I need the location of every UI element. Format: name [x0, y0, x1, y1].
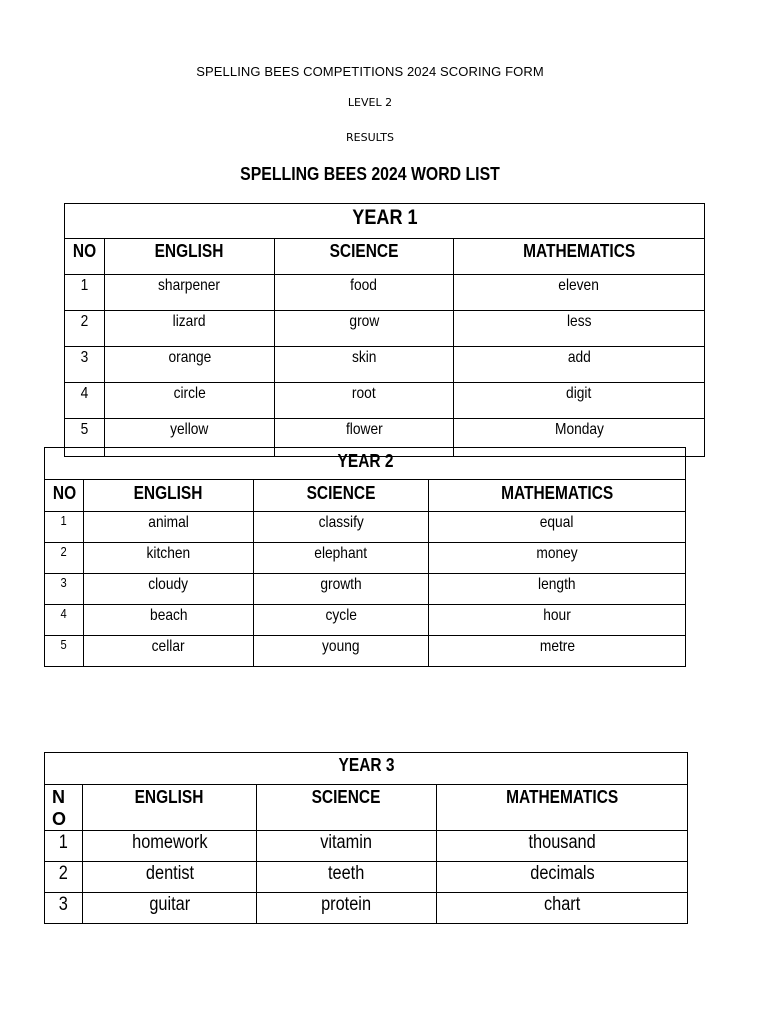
mathematics-word: less — [454, 311, 705, 347]
english-word: beach — [84, 605, 254, 636]
english-word: yellow — [105, 419, 275, 457]
year1-header-row — [65, 239, 705, 275]
english-word: dentist — [83, 862, 257, 893]
english-word: guitar — [83, 893, 257, 924]
row-number: 4 — [45, 605, 84, 636]
science-word: protein — [257, 893, 437, 924]
row-number: 3 — [65, 347, 105, 383]
science-word: growth — [254, 574, 429, 605]
year2-title: YEAR 2 — [45, 448, 686, 480]
row-number: 3 — [45, 574, 84, 605]
column-header-science: SCIENCE — [257, 785, 437, 831]
table-row — [65, 311, 705, 347]
column-header-science: SCIENCE — [275, 239, 454, 275]
year1-title: YEAR 1 — [65, 204, 705, 239]
english-word: homework — [83, 831, 257, 862]
mathematics-word: metre — [429, 636, 686, 667]
english-word: cloudy — [84, 574, 254, 605]
table-row — [45, 636, 686, 667]
science-word: grow — [275, 311, 454, 347]
mathematics-word: chart — [437, 893, 688, 924]
mathematics-word: Monday — [454, 419, 705, 457]
mathematics-word: decimals — [437, 862, 688, 893]
mathematics-word: length — [429, 574, 686, 605]
mathematics-word: equal — [429, 512, 686, 543]
science-word: young — [254, 636, 429, 667]
year2-header-row — [45, 480, 686, 512]
table-row — [45, 862, 688, 893]
year3-header-row — [45, 785, 688, 831]
word-list-title: SPELLING BEES 2024 WORD LIST — [240, 164, 500, 184]
english-word: orange — [105, 347, 275, 383]
column-header-mathematics: MATHEMATICS — [437, 785, 688, 831]
column-header-english: ENGLISH — [83, 785, 257, 831]
row-number: 1 — [65, 275, 105, 311]
science-word: vitamin — [257, 831, 437, 862]
science-word: cycle — [254, 605, 429, 636]
mathematics-word: add — [454, 347, 705, 383]
level-label: LEVEL 2 — [347, 96, 393, 109]
column-header-no: NO — [45, 480, 84, 512]
english-word: lizard — [105, 311, 275, 347]
column-header-english: ENGLISH — [84, 480, 254, 512]
year2-table — [44, 447, 686, 667]
row-number: 2 — [65, 311, 105, 347]
science-word: root — [275, 383, 454, 419]
row-number: 3 — [45, 893, 83, 924]
table-row — [45, 512, 686, 543]
table-row — [45, 574, 686, 605]
science-word: elephant — [254, 543, 429, 574]
english-word: circle — [105, 383, 275, 419]
column-header-no: NO — [65, 239, 105, 275]
table-row — [45, 543, 686, 574]
english-word: sharpener — [105, 275, 275, 311]
science-word: flower — [275, 419, 454, 457]
year3-title: YEAR 3 — [45, 753, 688, 785]
row-number: 2 — [45, 543, 84, 574]
row-number: 1 — [45, 512, 84, 543]
table-row — [45, 605, 686, 636]
mathematics-word: eleven — [454, 275, 705, 311]
science-word: skin — [275, 347, 454, 383]
science-word: classify — [254, 512, 429, 543]
science-word: teeth — [257, 862, 437, 893]
row-number: 2 — [45, 862, 83, 893]
column-header-science: SCIENCE — [254, 480, 429, 512]
row-number: 5 — [45, 636, 84, 667]
mathematics-word: money — [429, 543, 686, 574]
year1-table — [64, 203, 705, 457]
mathematics-word: hour — [429, 605, 686, 636]
column-header-mathematics: MATHEMATICS — [454, 239, 705, 275]
table-row — [45, 893, 688, 924]
table-row — [65, 383, 705, 419]
english-word: kitchen — [84, 543, 254, 574]
table-row — [65, 275, 705, 311]
english-word: animal — [84, 512, 254, 543]
science-word: food — [275, 275, 454, 311]
results-label: RESULTS — [346, 131, 394, 144]
year3-table — [44, 752, 688, 924]
row-number: 1 — [45, 831, 83, 862]
mathematics-word: thousand — [437, 831, 688, 862]
column-header-mathematics: MATHEMATICS — [429, 480, 686, 512]
row-number: 5 — [65, 419, 105, 457]
column-header-english: ENGLISH — [105, 239, 275, 275]
table-row — [45, 831, 688, 862]
row-number: 4 — [65, 383, 105, 419]
form-title: SPELLING BEES COMPETITIONS 2024 SCORING FORM — [196, 64, 544, 79]
mathematics-word: digit — [454, 383, 705, 419]
table-row — [65, 347, 705, 383]
column-header-no: N O — [45, 785, 83, 831]
english-word: cellar — [84, 636, 254, 667]
